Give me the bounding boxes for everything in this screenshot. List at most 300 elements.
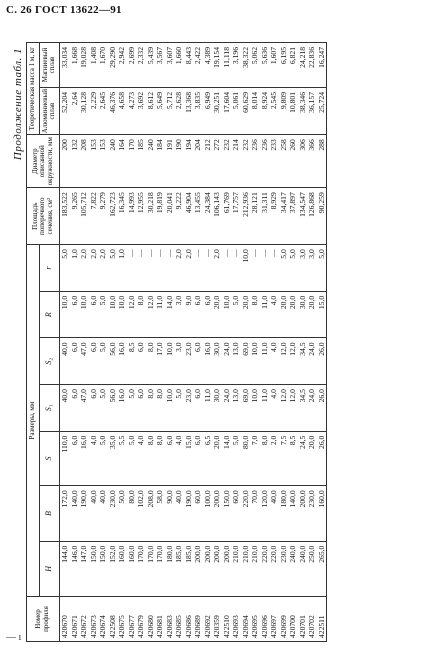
cell-profile-no: 420679: [136, 597, 146, 642]
group-dimensions: Размеры, мм: [27, 245, 40, 597]
table-cell: 10,0: [165, 385, 175, 432]
table-cell: 272: [212, 135, 222, 188]
table-cell: 46,376: [108, 88, 118, 135]
table-cell: —: [260, 245, 270, 292]
table-cell: 11,0: [155, 291, 165, 338]
col-s2: S₂: [39, 338, 59, 385]
table-cell: 3,0: [298, 245, 308, 292]
table-cell: 2,699: [127, 43, 137, 88]
table-row: [155, 43, 165, 642]
table-cell: 2,942: [117, 43, 127, 88]
table-cell: 6,0: [203, 291, 213, 338]
cell-profile-no: 420683: [165, 597, 175, 642]
table-cell: 150,0: [89, 541, 99, 596]
table-cell: 15,0: [184, 431, 194, 486]
table-cell: 4,0: [269, 291, 279, 338]
table-cell: 20,0: [279, 291, 289, 338]
table-cell: 204: [193, 135, 203, 188]
table-cell: 6,949: [203, 88, 213, 135]
table-cell: 4,658: [117, 88, 127, 135]
table-cell: 6,0: [89, 385, 99, 432]
table-cell: 210,0: [241, 541, 251, 596]
table-cell: 56,0: [108, 338, 118, 385]
table-cell: 80,0: [241, 431, 251, 486]
table-cell: 8,0: [146, 338, 156, 385]
table-cell: 61,769: [222, 188, 232, 245]
table-cell: 30,0: [298, 291, 308, 338]
table-cell: 10,0: [108, 291, 118, 338]
table-cell: 60,0: [231, 486, 241, 541]
cell-profile-no: 420685: [174, 597, 184, 642]
table-cell: 6,0: [70, 385, 80, 432]
table-cell: 8,0: [136, 291, 146, 338]
table-cell: 8,0: [146, 385, 156, 432]
table-cell: 25,724: [317, 88, 327, 135]
table-cell: 5,712: [165, 88, 175, 135]
table-cell: 194: [184, 135, 194, 188]
table-cell: 160,0: [117, 541, 127, 596]
table-cell: 5,0: [127, 431, 137, 486]
table-cell: 220,0: [260, 541, 270, 596]
table-cell: 250,0: [307, 541, 317, 596]
table-cell: 5,0: [127, 385, 137, 432]
table-cell: 190,0: [184, 486, 194, 541]
cell-profile-no: 420681: [155, 597, 165, 642]
table-cell: 12,0: [127, 291, 137, 338]
table-cell: 69,0: [241, 385, 251, 432]
table-cell: 240,0: [298, 541, 308, 596]
cell-profile-no: 422511: [317, 597, 327, 642]
table-cell: 11,0: [260, 338, 270, 385]
table-cell: 20,0: [288, 291, 298, 338]
table-cell: 185: [136, 135, 146, 188]
col-mass-mg: Магниевый сплав: [39, 43, 59, 88]
table-cell: 20,0: [307, 291, 317, 338]
table-cell: 6,821: [288, 43, 298, 88]
table-cell: 170,0: [136, 541, 146, 596]
table-cell: 9,265: [70, 188, 80, 245]
table-row: [269, 43, 279, 642]
table-cell: 184: [155, 135, 165, 188]
table-cell: 4,0: [269, 385, 279, 432]
table-cell: 12,0: [279, 385, 289, 432]
table-cell: 6,0: [193, 338, 203, 385]
table-cell: 3,0: [307, 245, 317, 292]
table-cell: 11,0: [203, 385, 213, 432]
table-cell: 40,0: [60, 338, 70, 385]
table-cell: 16,0: [117, 385, 127, 432]
table-cell: 140,0: [70, 486, 80, 541]
table-cell: 50,0: [117, 486, 127, 541]
table-row: [89, 43, 99, 642]
table-cell: 4,0: [269, 338, 279, 385]
table-cell: 183,522: [60, 188, 70, 245]
table-cell: 190,0: [79, 486, 89, 541]
table-cell: 260: [288, 135, 298, 188]
table-cell: 58,0: [155, 486, 165, 541]
table-row: [317, 43, 327, 642]
table-cell: 5,0: [98, 385, 108, 432]
table-row: [250, 43, 260, 642]
table-cell: 164: [117, 135, 127, 188]
table-cell: 4,0: [89, 431, 99, 486]
table-cell: 24,384: [203, 188, 213, 245]
table-cell: 40,0: [174, 486, 184, 541]
table-cell: 132: [70, 135, 80, 188]
col-b: B: [39, 486, 59, 541]
table-cell: 10,0: [250, 338, 260, 385]
table-cell: 8,0: [146, 431, 156, 486]
table-cell: 6,0: [89, 291, 99, 338]
table-cell: —: [193, 245, 203, 292]
table-cell: 212: [203, 135, 213, 188]
table-row: [184, 43, 194, 642]
table-row: [136, 43, 146, 642]
table-cell: 2,332: [136, 43, 146, 88]
table-cell: 12,0: [146, 291, 156, 338]
table-cell: 2,545: [269, 88, 279, 135]
table-cell: 200: [60, 135, 70, 188]
table-cell: 146,0: [70, 541, 80, 596]
table-row: [241, 43, 251, 642]
table-cell: 214: [231, 135, 241, 188]
table-row: [279, 43, 289, 642]
table-cell: 17,604: [222, 88, 232, 135]
col-mass-al: Алюминиевый сплав: [39, 88, 59, 135]
cell-profile-no: 420680: [146, 597, 156, 642]
table-cell: 180,0: [279, 486, 289, 541]
table-cell: 9,222: [174, 188, 184, 245]
page-header: С. 26 ГОСТ 13622—91: [6, 4, 122, 16]
table-cell: 1,670: [98, 43, 108, 88]
table-cell: 210,0: [250, 541, 260, 596]
table-cell: 5,439: [146, 43, 156, 88]
table-cell: 150,0: [222, 486, 232, 541]
table-cell: 10,0: [250, 385, 260, 432]
table-cell: 5,0: [317, 245, 327, 292]
table-body: [60, 43, 327, 642]
table-cell: 28,121: [250, 188, 260, 245]
table-row: [203, 43, 213, 642]
table-cell: 233: [269, 135, 279, 188]
table-cell: 13,368: [184, 88, 194, 135]
table-cell: 2,0: [212, 245, 222, 292]
table-cell: 150,0: [98, 541, 108, 596]
table-cell: 191: [165, 135, 175, 188]
table-cell: 36,157: [307, 88, 317, 135]
table-row: [79, 43, 89, 642]
table-cell: 56,0: [108, 385, 118, 432]
table-cell: 144,0: [60, 541, 70, 596]
table-cell: 306: [298, 135, 308, 188]
table-cell: 12,0: [279, 338, 289, 385]
table-cell: 16,247: [317, 43, 327, 88]
table-cell: 190: [174, 135, 184, 188]
table-cell: 232: [222, 135, 232, 188]
table-cell: 16,0: [203, 338, 213, 385]
table-cell: 230,0: [108, 486, 118, 541]
table-cell: 10,0: [79, 291, 89, 338]
table-cell: 1,607: [269, 43, 279, 88]
table-row: [222, 43, 232, 642]
table-cell: 102,0: [136, 486, 146, 541]
table-cell: 9,809: [279, 88, 289, 135]
table-cell: 5,0: [108, 245, 118, 292]
table-cell: 5,0: [279, 245, 289, 292]
table-cell: 4,389: [203, 43, 213, 88]
table-cell: 22,836: [307, 43, 317, 88]
col-r-small: r: [39, 245, 59, 292]
table-row: [298, 43, 308, 642]
table-cell: 70,0: [250, 486, 260, 541]
table-cell: 5,0: [288, 245, 298, 292]
table-cell: 40,0: [98, 486, 108, 541]
table-cell: 17,0: [155, 338, 165, 385]
table-cell: 366: [307, 135, 317, 188]
table-cell: 2,64: [70, 88, 80, 135]
table-cell: 153: [98, 135, 108, 188]
cell-profile-no: 420695: [250, 597, 260, 642]
table-cell: 120,0: [260, 486, 270, 541]
table-cell: 40,0: [60, 385, 70, 432]
table-cell: 11,0: [260, 385, 270, 432]
table-cell: 5,0: [98, 338, 108, 385]
cell-profile-no: 420693: [231, 597, 241, 642]
table-cell: 9,0: [184, 291, 194, 338]
table-cell: 6,0: [70, 431, 80, 486]
col-r-large: R: [39, 291, 59, 338]
table-cell: 24,0: [307, 338, 317, 385]
table-cell: 220,0: [269, 541, 279, 596]
table-cell: 160,0: [317, 486, 327, 541]
table-cell: 2,0: [98, 245, 108, 292]
table-cell: 236: [250, 135, 260, 188]
table-cell: 8,5: [127, 338, 137, 385]
table-cell: 230,0: [279, 541, 289, 596]
table-cell: 170,0: [155, 541, 165, 596]
table-cell: 20,0: [241, 291, 251, 338]
table-row: [212, 43, 222, 642]
table-cell: 20,0: [307, 431, 317, 486]
table-cell: 24,0: [307, 385, 317, 432]
table-cell: —: [146, 245, 156, 292]
col-area: Площадь поперечного сечения, см²: [27, 188, 60, 245]
table-cell: 2,645: [98, 88, 108, 135]
table-cell: 288: [317, 135, 327, 188]
table-cell: 180,0: [165, 541, 175, 596]
table-cell: 220,0: [241, 486, 251, 541]
table-cell: 5,0: [98, 431, 108, 486]
table-cell: —: [165, 245, 175, 292]
table-cell: 2,0: [174, 245, 184, 292]
table-cell: 23,0: [184, 338, 194, 385]
table-cell: 106,143: [212, 188, 222, 245]
table-cell: 37,897: [288, 188, 298, 245]
cell-profile-no: 420671: [70, 597, 80, 642]
table-cell: 12,0: [288, 385, 298, 432]
table-cell: 11,118: [222, 43, 232, 88]
table-cell: 19,819: [155, 188, 165, 245]
table-cell: 2,628: [174, 88, 184, 135]
table-cell: 9,279: [98, 188, 108, 245]
table-cell: 3,196: [231, 43, 241, 88]
table-cell: 6,5: [203, 431, 213, 486]
cell-profile-no: 420674: [98, 597, 108, 642]
table-cell: 208: [79, 135, 89, 188]
table-row: [165, 43, 175, 642]
table-cell: 34,417: [279, 188, 289, 245]
table-cell: 30,218: [146, 188, 156, 245]
table-cell: 29,290: [108, 43, 118, 88]
table-cell: 2,0: [89, 245, 99, 292]
table-row: [60, 43, 70, 642]
profile-table: [26, 42, 327, 642]
table-cell: 13,0: [231, 385, 241, 432]
table-cell: 34,5: [298, 385, 308, 432]
table-cell: 3,0: [174, 291, 184, 338]
table-cell: 7,0: [250, 431, 260, 486]
table-cell: 10,0: [60, 291, 70, 338]
table-cell: 208,0: [146, 486, 156, 541]
table-cell: 8,0: [260, 431, 270, 486]
table-cell: 30,128: [79, 88, 89, 135]
table-cell: 5,062: [250, 43, 260, 88]
table-cell: 212,936: [241, 188, 251, 245]
table-cell: 6,195: [279, 43, 289, 88]
table-cell: 40,0: [269, 486, 279, 541]
table-cell: 232: [241, 135, 251, 188]
table-cell: 6,0: [70, 338, 80, 385]
table-cell: 126,868: [307, 188, 317, 245]
table-cell: 162,723: [108, 188, 118, 245]
table-cell: 6,0: [193, 385, 203, 432]
table-cell: 7,822: [89, 188, 99, 245]
cell-profile-no: 420689: [193, 597, 203, 642]
cell-profile-no: 422510: [222, 597, 232, 642]
table-cell: 80,0: [127, 486, 137, 541]
table-cell: 26,0: [317, 385, 327, 432]
cell-profile-no: 422508: [108, 597, 118, 642]
cell-profile-no: 420702: [307, 597, 317, 642]
table-cell: 16,0: [79, 431, 89, 486]
table-cell: 14,993: [127, 188, 137, 245]
table-cell: 6,0: [193, 431, 203, 486]
table-cell: 34,5: [298, 338, 308, 385]
table-cell: 90,259: [317, 188, 327, 245]
col-diameter: Диаметр описанной окружности, мм: [27, 135, 60, 188]
table-cell: 60,629: [241, 88, 251, 135]
table-cell: 46,904: [184, 188, 194, 245]
cell-profile-no: 420696: [260, 597, 270, 642]
table-cell: 5,0: [231, 291, 241, 338]
table-cell: 16,345: [117, 188, 127, 245]
table-cell: 10,801: [288, 88, 298, 135]
table-cell: 90,0: [165, 486, 175, 541]
table-cell: 20,0: [212, 291, 222, 338]
table-cell: 5,061: [231, 88, 241, 135]
table-cell: 2,229: [89, 88, 99, 135]
table-cell: 258: [279, 135, 289, 188]
table-cell: 200,0: [222, 541, 232, 596]
table-cell: 185,0: [174, 541, 184, 596]
table-cell: 26,0: [317, 338, 327, 385]
table-cell: 8,929: [269, 188, 279, 245]
table-cell: 2,0: [79, 245, 89, 292]
table-cell: 153: [89, 135, 99, 188]
table-cell: 5,0: [174, 385, 184, 432]
table-cell: 19,028: [79, 43, 89, 88]
table-cell: 24,0: [222, 338, 232, 385]
table-cell: 1,668: [70, 43, 80, 88]
cell-profile-no: 420672: [79, 597, 89, 642]
table-cell: 5,5: [117, 431, 127, 486]
corner-mark: — ı: [6, 632, 22, 643]
table-row: [260, 43, 270, 642]
cell-profile-no: 420673: [89, 597, 99, 642]
table-cell: 2,422: [193, 43, 203, 88]
cell-profile-no: 420699: [279, 597, 289, 642]
table-cell: 2,0: [184, 245, 194, 292]
table-cell: 5,0: [231, 431, 241, 486]
table-cell: —: [269, 245, 279, 292]
table-cell: 1,0: [70, 245, 80, 292]
table-cell: 3,607: [165, 43, 175, 88]
table-cell: 170,0: [146, 541, 156, 596]
table-cell: 31,311: [260, 188, 270, 245]
table-cell: 230,0: [307, 486, 317, 541]
table-cell: 23,0: [184, 385, 194, 432]
table-cell: 13,455: [193, 188, 203, 245]
table-cell: —: [222, 245, 232, 292]
table-cell: 8,0: [155, 385, 165, 432]
table-cell: 33,034: [60, 43, 70, 88]
col-profile-no: Номер профиля: [27, 597, 60, 642]
table-cell: 140,0: [288, 486, 298, 541]
table-cell: 200,0: [212, 486, 222, 541]
cell-profile-no: 420697: [269, 597, 279, 642]
cell-profile-no: 420701: [298, 597, 308, 642]
table-cell: 47,0: [79, 338, 89, 385]
cell-profile-no: 420692: [203, 597, 213, 642]
table-cell: 7,5: [279, 431, 289, 486]
table-cell: 8,0: [155, 431, 165, 486]
table-cell: 24,5: [298, 431, 308, 486]
table-cell: 30,251: [212, 88, 222, 135]
table-cell: 13,0: [231, 338, 241, 385]
table-row: [288, 43, 298, 642]
table-cell: 60,0: [193, 486, 203, 541]
table-cell: —: [155, 245, 165, 292]
table-cell: 3,567: [155, 43, 165, 88]
table-cell: 30,0: [212, 385, 222, 432]
table-cell: 6,0: [193, 291, 203, 338]
table-cell: 3,835: [193, 88, 203, 135]
table-cell: 6,0: [136, 385, 146, 432]
col-s: S: [39, 431, 59, 486]
table-cell: 152,0: [108, 541, 118, 596]
table-cell: 236: [260, 135, 270, 188]
table-cell: 17,757: [231, 188, 241, 245]
rotated-table-block: [12, 42, 422, 642]
table-cell: 16,0: [117, 338, 127, 385]
table-row: [117, 43, 127, 642]
table-cell: 200,0: [203, 541, 213, 596]
cell-profile-no: 420670: [60, 597, 70, 642]
table-cell: 20,0: [212, 431, 222, 486]
cell-profile-no: 420694: [241, 597, 251, 642]
table-cell: 6,0: [70, 291, 80, 338]
table-cell: —: [250, 245, 260, 292]
